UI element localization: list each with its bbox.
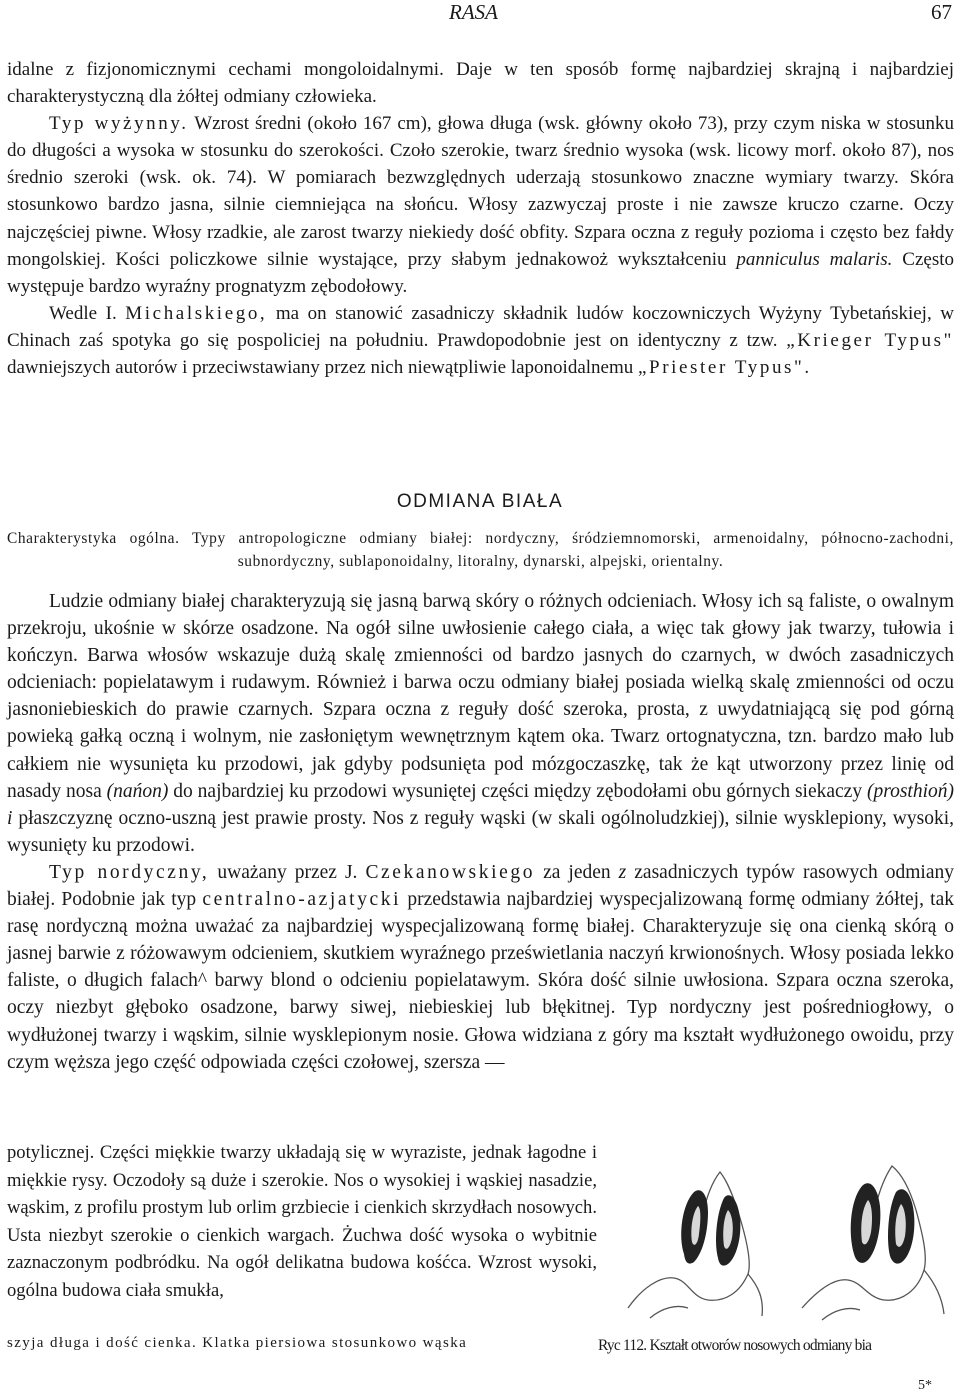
paragraph-michalski: Wedle I. Michalskiego, ma on stanowić zasadniczy składnik ludów koczowniczych Wyżyny Tybetańskiej, w Chinach zaś spotyka go się pospoliciej na południu. Prawdopodobnie jest on identyczny z tzw. „Krieger Typus" dawniejszych autorów i przeciwstawiany przez nich niewątpliwie laponoidalnemu „Priester Typus". (7, 302, 955, 379)
author-name: Czekanowskiego (365, 861, 536, 883)
nostril-shape-figure (622, 1158, 954, 1330)
nostril-pair-right (851, 1183, 915, 1263)
nostril-pair-left (681, 1190, 740, 1265)
paragraph: potylicznej. Części miękkie twarzy układają się w wyraziste, jednak łagodne i miękkie rysy. Oczodoły są duże i szerokie. Nos o wysokiej i wąskiej nasadzie, wąskim, z profilu prostym lub orlim grzbiecie i cienkich skrzydłach nosowych. Usta niezbyt szerokie o cienkich wargach. Żuchwa dość wysoka o wybitnie zaznaczonym podbródku. Na ogół delikatna budowa kośćca. Wzrost wysoki, ogólna budowa ciała smukła, (7, 1142, 597, 1301)
white-race-text-block (7, 588, 954, 1076)
author-name: Michalskiego, (125, 302, 268, 324)
mongoloid-text-block (7, 56, 954, 381)
signature-mark: 5* (918, 1378, 932, 1393)
paragraph: Ludzie odmiany białej charakteryzują się jasną barwą skóry o różnych odcieniach. Włosy ich są faliste, o owalnym przekroju, ukośnie w skórze osadzone. Na ogół silne uwłosienie całego ciała, a więc tak głowy jak twarzy, tułowia i kończyn. Barwa włosów wskazuje dużą skalę zmienności od bardzo jasnych do czarnych, w dwóch zasadniczych odcieniach: popielatawym i rudawym. Również i barwa oczu odmiany białej posiada wielką skalę zmienności od oczu jasnoniebieskich do prawie czarnych. Szpara oczna z reguły dość szeroka, prosta, z uwydatniającą się pod górną powieką gałką oczną i wolnym, nie zasłoniętym wewnętrznym kątem oka. Twarz ortognatyczna, tzn. bardzo mało lub całkiem nie wysunięta ku przodowi, jak gdyby podsunięta pod mózgoczaszkę, tak że kąt utworzony przez linię od nasady nosa (nańon) do najbardziej ku przodowi wysuniętej części między zębodołami obu górnych siekaczy (prosthioń) i płaszczyznę oczno-uszną jest prawie prosty. Nos z reguły wąski (w skali ogólnoludzkiej), silnie wysklepiony, wysoki, wysunięty ku przodowi. (7, 591, 954, 856)
paragraph-highland-type: Typ wyżynny. Wzrost średni (około 167 cm), głowa długa (wsk. główny około 73), przy czym niska w stosunku do długości a wysoka w stosunku do szerokości. Czoło szerokie, twarz średnio wysoka (wsk. licowy morf. około 87), nos średnio szeroki (wsk. ok. 74). W pomiarach bezwzględnych uderzają stosunkowo znaczne wymiary twarzy. Skóra stosunkowo bardzo jasna, silnie ciemniejąca na słońcu. Włosy zazwyczaj proste i nie zawsze kruczo czarne. Oczy najczęściej piwne. Włosy rzadkie, ale zarost twarzy niekiedy dość obfity. Szpara oczna z reguły pozioma i często bez fałdy mongolskiej. Kości policzkowe silnie wystające, przy słabym jednakowoż wykształceniu panniculus malaris. Często występuje bardzo wyraźny prognatyzm zębodołowy. (7, 113, 955, 297)
paragraph-nordic-type: Typ nordyczny, uważany przez J. Czekanowskiego za jeden z zasadniczych typów rasowych odmiany białej. Podobnie jak typ centralno-azjatycki przedstawia najbardziej wyspecjalizowaną formę odmiany żółtej, tak rasę nordyczną można uważać za najbardziej wyspecjalizowaną formę białej. Charakteryzuje się ona cienką skórą o jasnej barwie z różowawym odcieniem, skutkiem wyraźnego prześwietlania naczyń krwionośnych. Włosy posiada lekko faliste, o długich falach^ barwy blond o odcieniu popielatawym. Skóra dość silnie uwłosiona. Szpara oczna szeroka, oczy niezbyt głęboko osadzone, barwy siwej, niebieskiej lub błękitnej. Typ nordyczny jest pośredniogłowy, o wydłużonej twarzy i wąskim, silnie wysklepionym nosie. Głowa widziana z góry ma kształt wydłużonego owoidu, przy czym węższa jego część odpowiada części czołowej, szersza — (7, 861, 954, 1073)
section-title: ODMIANA BIAŁA (396, 491, 564, 512)
paragraph-last-line: szyja długa i dość cienka. Klatka piersiowa stosunkowo wąska (7, 1335, 468, 1351)
term: „Priester Typus". (638, 357, 812, 379)
page-header (0, 0, 960, 30)
page-number: 67 (931, 0, 952, 24)
figure-caption: Ryc 112. Kształt otworów nosowych odmiany bia (598, 1337, 872, 1354)
term: „Krieger Typus" (786, 329, 955, 351)
type-heading: Typ nordyczny, (49, 861, 210, 883)
wrapped-text-block (7, 1139, 597, 1304)
type-heading: Typ wyżynny. (49, 113, 189, 135)
section-summary: Charakterystyka ogólna. Typy antropologiczne odmiany białej: nordyczny, śródziemnomorski, armenoidalny, północno-zachodni, subnordyczny, sublaponoidalny, litoralny, dynarski, alpejski, orientalny. (7, 530, 954, 570)
paragraph: idalne z fizjonomicznymi cechami mongoloidalnymi. Daje w ten sposób formę najbardziej skrajną i najbardziej charakterystyczną dla żółtej odmiany człowieka. (7, 59, 954, 108)
term: centralno-azjatycki (202, 889, 402, 911)
running-title: RASA (449, 0, 498, 24)
